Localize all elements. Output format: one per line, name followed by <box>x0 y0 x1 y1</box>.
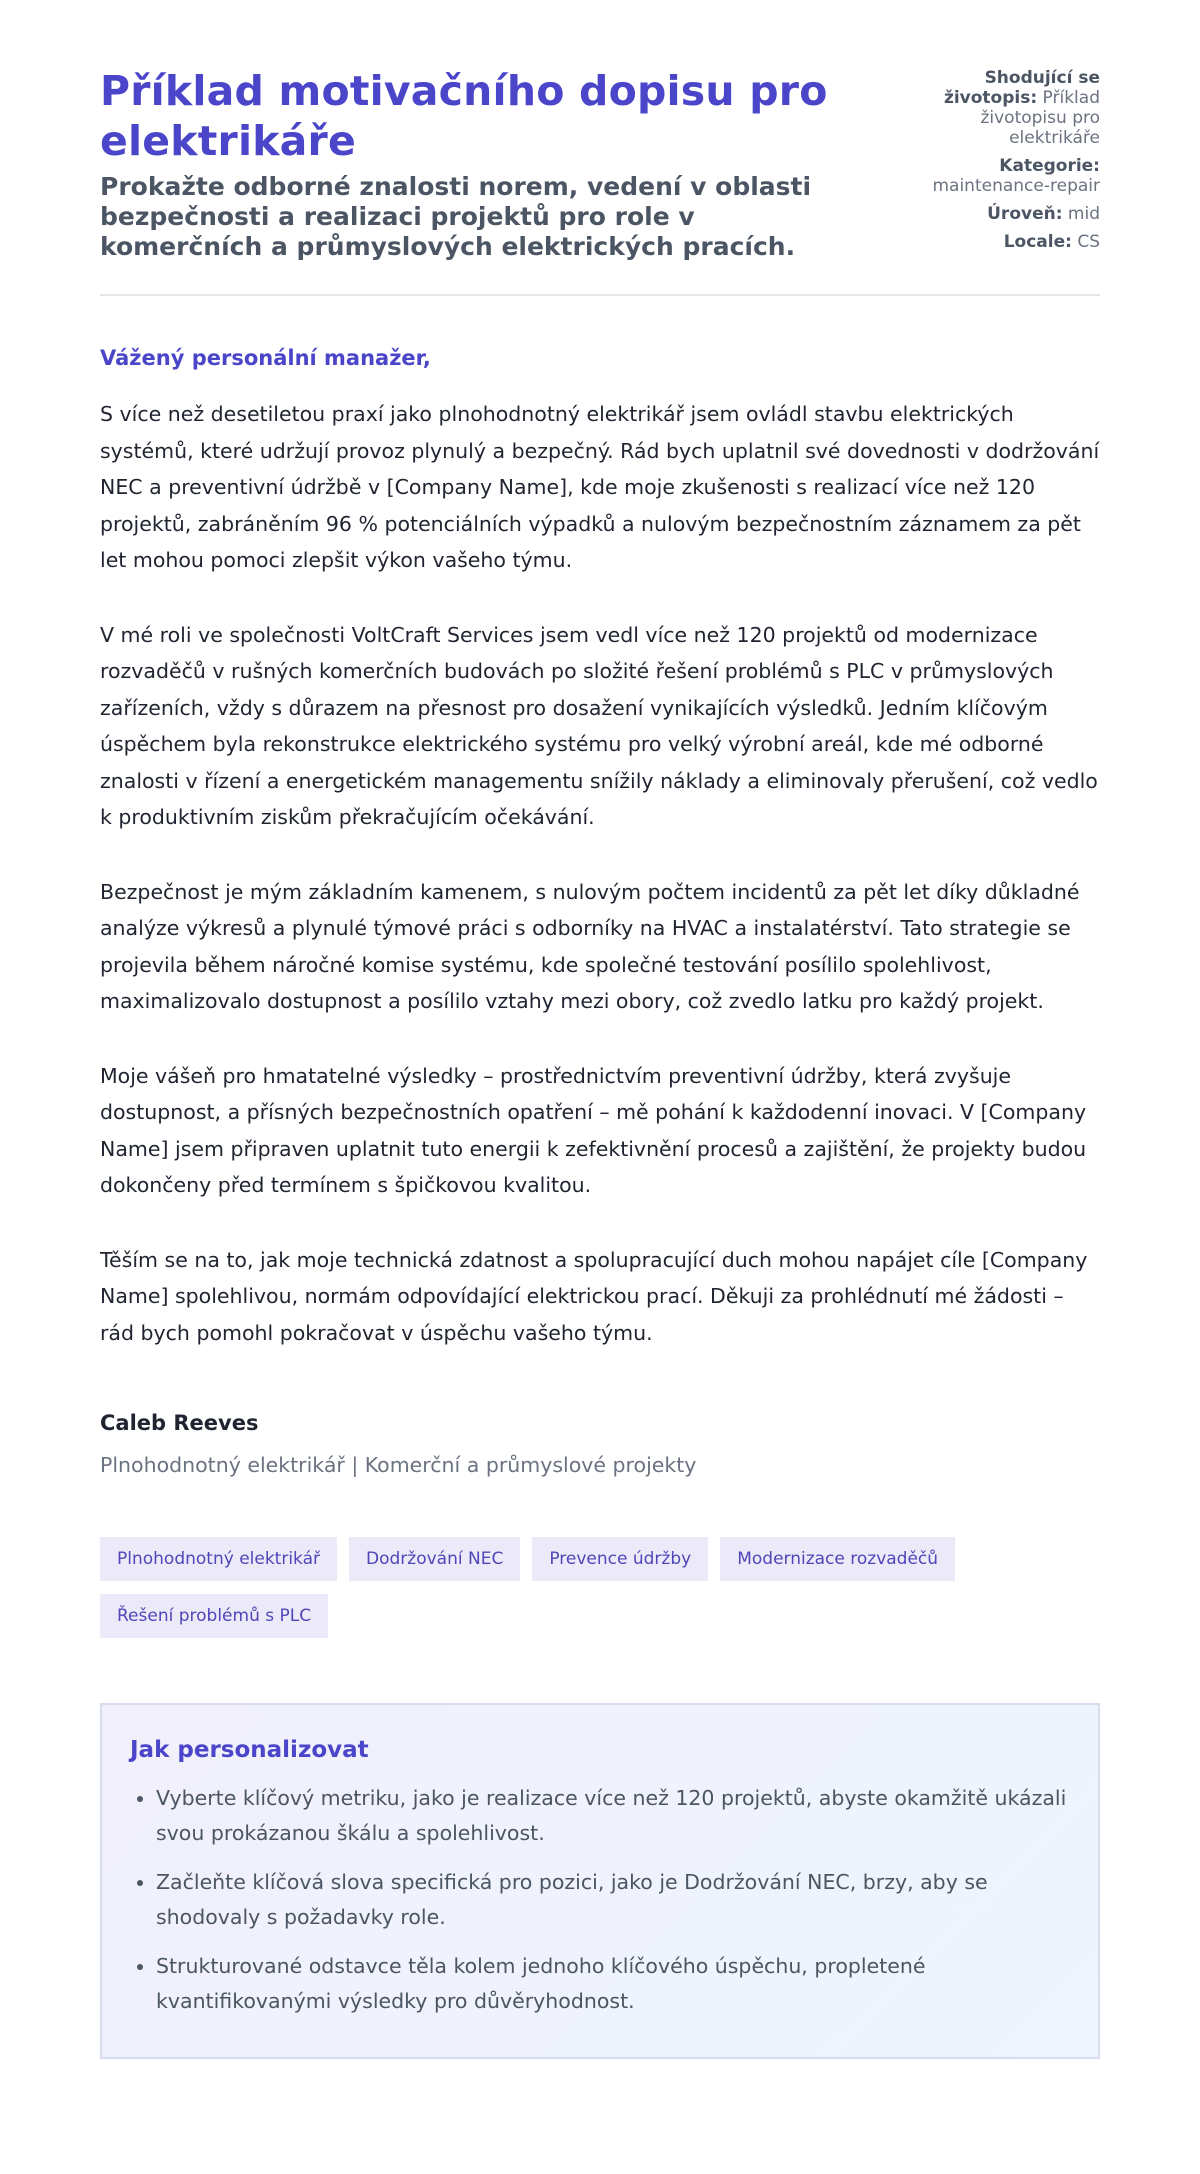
meta-level-key: Úroveň: <box>987 204 1063 224</box>
letter-paragraph: Bezpečnost je mým základním kamenem, s nulovým počtem incidentů za pět let díky důkladné analýze výkresů a plynulé týmové práci s odborníky na HVAC a instalatérství. Tato strategie se projevila během náročné komise systému, kde společné testování posílilo spolehlivost, maximalizovalo dostupnost a posílilo vztahy mezi obory, což zvedlo latku pro každý projekt. <box>100 879 1080 1013</box>
letter-paragraph: V mé roli ve společnosti VoltCraft Services jsem vedl více než 120 projektů od modernizace rozvaděčů v rušných komerčních budovách po složité řešení problémů s PLC v průmyslových zařízeních, vždy s důrazem na přesnost pro dosažení vynikajících výsledků. Jedním klíčovým úspěchem byla rekonstrukce elektrického systému pro velký výrobní areál, kde mé odborné znalosti v řízení a energetickém managementu snížily náklady a eliminovaly přerušení, což vedlo k produktivním ziskům překračujícím očekávání. <box>100 622 1098 829</box>
letter-paragraph: Těším se na to, jak moje technická zdatnost a spolupracující duch mohou napájet cíle [Company Name] spolehlivou, normám odpovídající elektrickou prací. Děkuji za prohlédnutí mé žádosti – rád bych pomohl pokračovat v úspěchu vašeho týmu. <box>100 1247 1088 1345</box>
meta-category-value: maintenance-repair <box>932 176 1100 196</box>
meta-level-value: mid <box>1067 204 1100 224</box>
meta-locale-key: Locale: <box>1003 232 1072 252</box>
letter-paragraph: Moje vášeň pro hmatatelné výsledky – prostřednictvím preventivní údržby, která zvyšuje dostupnost, a přísných bezpečnostních opatření – mě pohání k každodenní inovaci. V [Company Name] jsem připraven uplatnit tuto energii k zefektivnění procesů a zajištění, že projekty budou dokončeny před termínem s špičkovou kvalitou. <box>100 1063 1087 1197</box>
letter-greeting: Vážený personální manažer, <box>100 346 431 370</box>
signature-name: Caleb Reeves <box>100 1411 259 1435</box>
keyword-tag: Modernizace rozvaděčů <box>720 1537 955 1581</box>
letter-header <box>100 66 1100 296</box>
letter-paragraph: S více než desetiletou praxí jako plnohodnotný elektrikář jsem ovládl stavbu elektrických systémů, které udržují provoz plynulý a bezpečný. Rád bych uplatnil své dovednosti v dodržování NEC a preventivní údržbě v [Company Name], kde moje zkušenosti s realizací více než 120 projektů, zabráněním 96 % potenciálních výpadků a nulovým bezpečnostním záznamem za pět let mohou pomoci zlepšit výkon vašeho týmu. <box>100 402 1100 572</box>
meta-resume-key: Shodující se životopis: <box>943 68 1100 108</box>
keyword-tag: Prevence údržby <box>532 1537 708 1581</box>
letter-body <box>100 396 1100 1351</box>
signature-role: Plnohodnotný elektrikář | Komerční a průmyslové projekty <box>100 1453 697 1477</box>
cover-letter-page <box>100 0 1100 2059</box>
keyword-tags <box>100 1537 1100 1651</box>
tips-item: • Vyberte klíčový metriku, jako je realizace více než 120 projektů, abyste okamžitě ukázali svou prokázanou škálu a spolehlivost. <box>156 1781 1070 1850</box>
meta-level <box>910 204 1100 224</box>
meta-panel <box>910 66 1100 260</box>
keyword-tag: Dodržování NEC <box>349 1537 520 1581</box>
signature-block <box>100 1409 1100 1479</box>
header-title-block <box>100 66 860 262</box>
meta-resume <box>910 68 1100 148</box>
meta-category-key: Kategorie: <box>999 156 1100 176</box>
page-title: Příklad motivačního dopisu pro elektrikáře <box>100 67 828 165</box>
tips-item: • Strukturované odstavce těla kolem jednoho klíčového úspěchu, propletené kvantifikovanými výsledky pro důvěryhodnost. <box>156 1949 1070 2018</box>
meta-category <box>910 156 1100 196</box>
meta-locale-value: CS <box>1077 232 1100 252</box>
personalization-tips <box>100 1703 1100 2059</box>
meta-locale <box>910 232 1100 252</box>
meta-resume-value: Příklad životopisu pro elektrikáře <box>980 88 1100 148</box>
tips-item: • Začleňte klíčová slova specifická pro pozici, jako je Dodržování NEC, brzy, aby se shodovaly s požadavky role. <box>156 1865 1070 1934</box>
page-subtitle: Prokažte odborné znalosti norem, vedení v oblasti bezpečnosti a realizaci projektů pro role v komerčních a průmyslových elektrických pracích. <box>100 172 812 261</box>
keyword-tag: Plnohodnotný elektrikář <box>100 1537 337 1581</box>
tips-title: Jak personalizovat <box>130 1737 369 1763</box>
keyword-tag: Řešení problémů s PLC <box>100 1594 328 1638</box>
tips-list <box>130 1781 1070 2018</box>
